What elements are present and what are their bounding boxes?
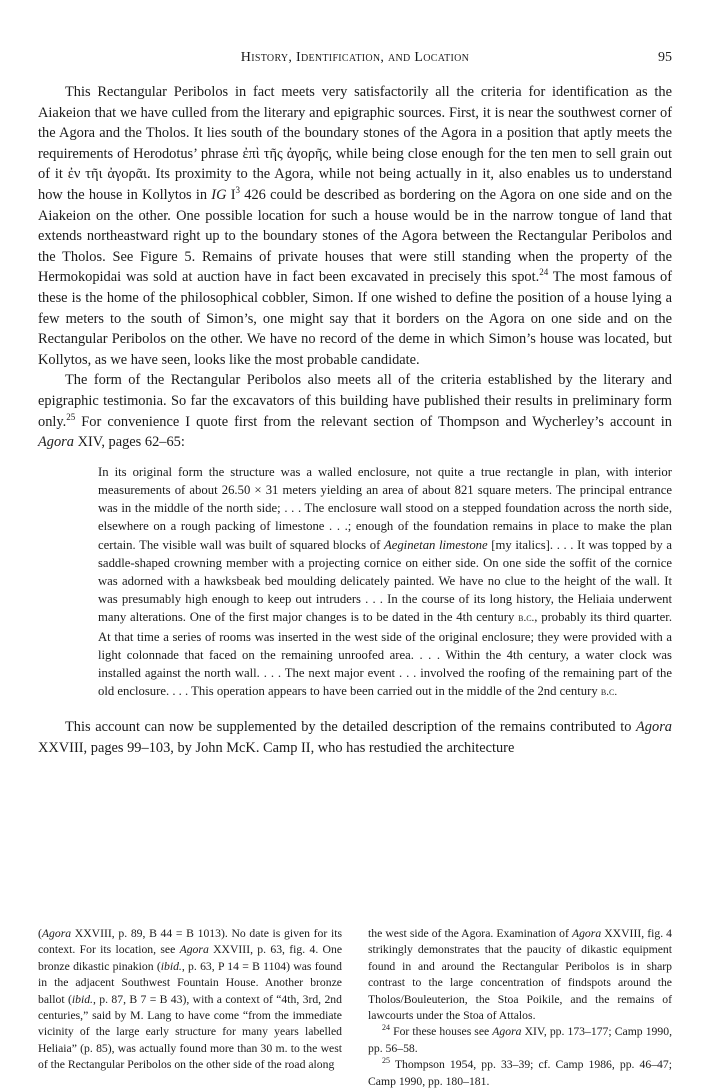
paragraph-1: This Rectangular Peribolos in fact meets very satisfactorily all the criteria for identification as the Aiakeion that we have culled from the literary and epigraphic sources. First, it is near the southwest corner of the Agora and the Tholos. It lies south of the boundary stones of the Agora in a position that aptly meets the requirements of Herodotus’ phrase ἐπὶ τῆς ἀγορῆς, while being close enough for the ten men to sell grain out of it ἐν τῆι ἀγορᾶι. Its proximity to the Agora, while not being actually in it, also enables us to understand how the house in Kollytos in IG $I^3$ 426 could be described as bordering on the Agora on one side and on the Aiakeion on the other. One possible location for such a house would be in the narrow tongue of land that extends northeastward right up to the boundary stones of the Agora between the Rectangular Peribolos and the Tholos. See Figure 5. Remains of private houses that were still standing when the property of the Hermokopidai was sold at auction have in fact been excavated in precisely this spot.$^{24}$ The most famous of these is the home of the philosophical cobbler, Simon. If one wished to define the position of a house lying a few meters to the south of Simon’s, one might say that it borders on the Agora on one side and on the Rectangular Peribolos on the other. We have no record of the deme in which Simon’s house was located, but Kollytos, as we have seen, looks like the most probable candidate. [38,84,672,368]
footnote-continued: (Agora XXVIII, p. 89, B 44 = B 1013). No date is given for its context. For its location, see Agora XXVIII, p. 63, fig. 4. One bronze dikastic pinakion (ibid., p. 63, P 14 = B 1104) was found in the adjacent Southwest Fountain House. Another bronze ballot (ibid., p. 87, B 7 = B 43), with a context of “4th, 3rd, 2nd centuries,” said by M. Lang to have come “from the immediate vicinity of the large early structure for many years labelled Heliaia” (p. 85), was actually found more than 30 m. to the west of the Rectangular Peribolos on the other side of the road along [38,927,343,1072]
footnotes [38,926,673,1088]
running-head-title: History, Identification, and Location [240,50,470,65]
running-head [38,50,672,68]
page-number: 95 [658,50,672,65]
footnote-24: $^{24}$ For these houses see Agora XIV, pp. 173–177; Camp 1990, pp. 56–58. [368,1023,672,1055]
main-text [38,82,672,759]
footnote-ref-25[interactable]: 25 [66,411,76,422]
footnote-ref-24[interactable]: 24 [539,267,549,278]
paragraph-3: This account can now be supplemented by the detailed description of the remains contributed to Agora XXVIII, pages 99–103, by John McK. Camp II, who has restudied the architecture [38,719,672,756]
ig-abbrev: IG [211,186,227,203]
footnotes-right-column [368,926,672,1090]
block-quote: In its original form the structure was a walled enclosure, not quite a true rectangle in plan, with interior measurements of about 26.50 × 31 meters yielding an area of about 821 square meters. The principal entrance was in the middle of the north side; . . . The enclosure wall stood on a stepped foundation across the north side, elsewhere on a rough packing of limestone . . .; enough of the foundation remains in place to make the plan certain. The visible wall was built of squared blocks of Aeginetan limestone [my italics]. . . . It was topped by a saddle-shaped crowning member with a projecting cornice on either side. On one side the soffit of the cornice was adorned with a hawksbeak bed moulding delicately painted. We have no clue to the height of the wall. It was presumably high enough to keep out intruders . . . In the course of its long history, the Heliaia underwent many alterations. One of the first major changes is to be dated in the 4th century b.c., probably its third quarter. At that time a series of rooms was inserted in the west side of the original enclosure; they were provided with a light colonnade that faced on the remaining unroofed area. . . . Within the 4th century, a water clock was installed against the north wall. . . . The next major event . . . involved the roofing of the remaining part of the old enclosure. . . . This operation appears to have been carried out in the middle of the 2nd century b.c. [98,464,672,699]
ig-superscript: 3 [235,185,241,196]
footnotes-left-column [38,926,342,1074]
paragraph-2: The form of the Rectangular Peribolos also meets all of the criteria established by the literary and epigraphic testimonia. So far the excavators of this building have published their results in preliminary form only.$^{25}$ For convenience I quote first from the relevant section of Thompson and Wycherley’s account in Agora XIV, pages 62–65: [38,372,672,451]
italic-phrase: Aeginetan limestone [383,537,488,552]
footnote-continued-right: the west side of the Agora. Examination of Agora XXVIII, fig. 4 strikingly demonstrates that the paucity of dikastic equipment found in and around the Rectangular Peribolos is in sharp contrast to the large concentration of findspots around the Tholos/Bouleuterion, the Stoa Poikile, and the remains of lawcourts under the Stoa of Attalos. [368,927,673,1023]
footnote-25: $^{25}$ Thompson 1954, pp. 33–39; cf. Camp 1986, pp. 46–47; Camp 1990, pp. 180–181. [368,1056,672,1088]
